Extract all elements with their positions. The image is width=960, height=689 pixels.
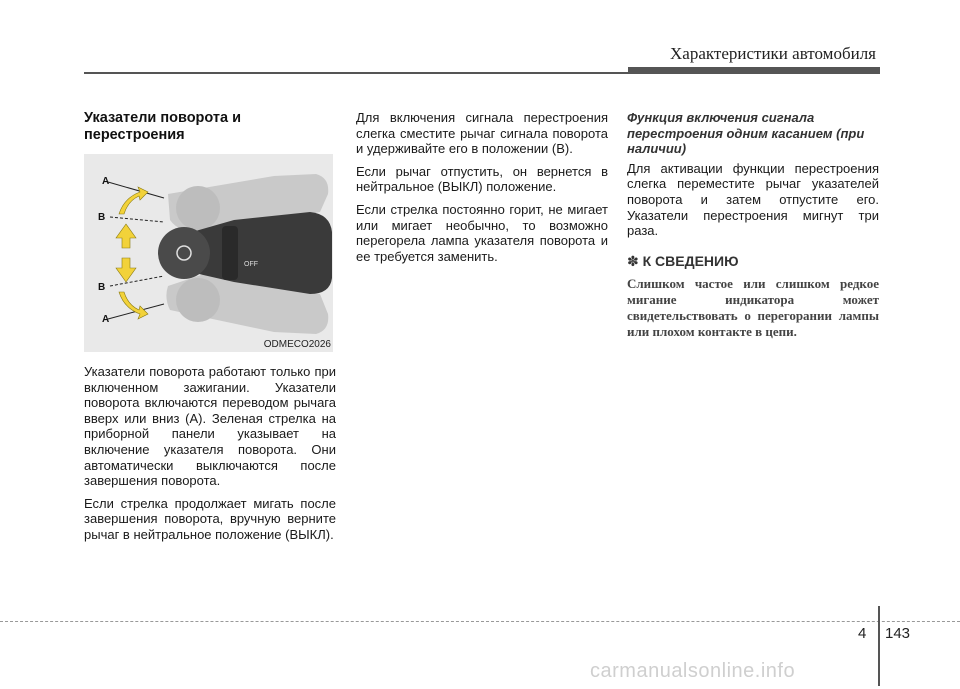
lever-mark-off: OFF: [244, 261, 258, 268]
subsection-heading: Функция включения сигнала перестроения одним касанием (при наличии): [627, 110, 865, 157]
arrow-up-icon: [116, 224, 136, 248]
column-1: [84, 110, 336, 550]
paragraph: Если рычаг отпустить, он вернется в нейтральное (ВЫКЛ) положение.: [356, 163, 608, 195]
column-2: [356, 110, 608, 271]
arrow-down-icon: [116, 258, 136, 282]
paragraph: Для включения сигнала перестроения слегка сместите рычаг сигнала поворота и удерживайте его в положении (B).: [356, 110, 608, 157]
chapter-number: 4: [858, 625, 867, 642]
footer-divider: [878, 606, 880, 686]
header-title: Характеристики автомобиля: [670, 44, 876, 63]
lever-knob: [158, 227, 210, 279]
footer-rule: [0, 621, 960, 622]
lever-knob-ghost-lower: [176, 278, 220, 322]
header-rule-accent: [628, 67, 880, 73]
figure-code: ODMECO2026: [263, 339, 331, 350]
lever-knob-ghost-upper: [176, 186, 220, 230]
turn-signal-lever-figure: [84, 154, 333, 352]
leader-line-b-top: [110, 217, 164, 222]
section-heading: Указатели поворота и перестроения: [84, 110, 242, 143]
lever-ring: [222, 226, 238, 280]
paragraph: Указатели поворота работают только при включенном зажигании. Указатели поворота включаются переводом рычага вверх или вниз (A). Зеленая стрелка на приборной панели указывает на включение указателя поворота. Они автоматически выключаются после завершения поворота.: [84, 364, 336, 489]
column-3: [627, 110, 879, 340]
label-b-bottom: B: [98, 282, 106, 293]
arrow-up-curved-icon: [119, 187, 148, 214]
watermark: carmanualsonline.info: [590, 660, 796, 682]
paragraph: Для активации функции перестроения слегка переместите рычаг указателей поворота и затем отпустите его. Указатели перестроения мигнут три раза.: [627, 160, 879, 239]
label-b-top: B: [98, 212, 106, 223]
page-number: 143: [885, 625, 911, 642]
paragraph: Если стрелка продолжает мигать после завершения поворота, вручную верните рычаг в нейтральное положение (ВЫКЛ).: [84, 495, 336, 542]
label-a-top: A: [102, 176, 110, 187]
leader-line-b-bottom: [110, 276, 164, 286]
paragraph: Если стрелка постоянно горит, не мигает или мигает необычно, то возможно перегорела лампа указателя поворота и ее требуется заменить.: [356, 201, 608, 264]
note-title: ✽ К СВЕДЕНИЮ: [627, 252, 739, 269]
lever-illustration: [84, 154, 333, 352]
label-a-bottom: A: [102, 314, 110, 325]
note-text: Слишком частое или слишком редкое мигание индикатора может свидетельствовать о перегорании лампы или плохом контакте в цепи.: [627, 275, 879, 339]
